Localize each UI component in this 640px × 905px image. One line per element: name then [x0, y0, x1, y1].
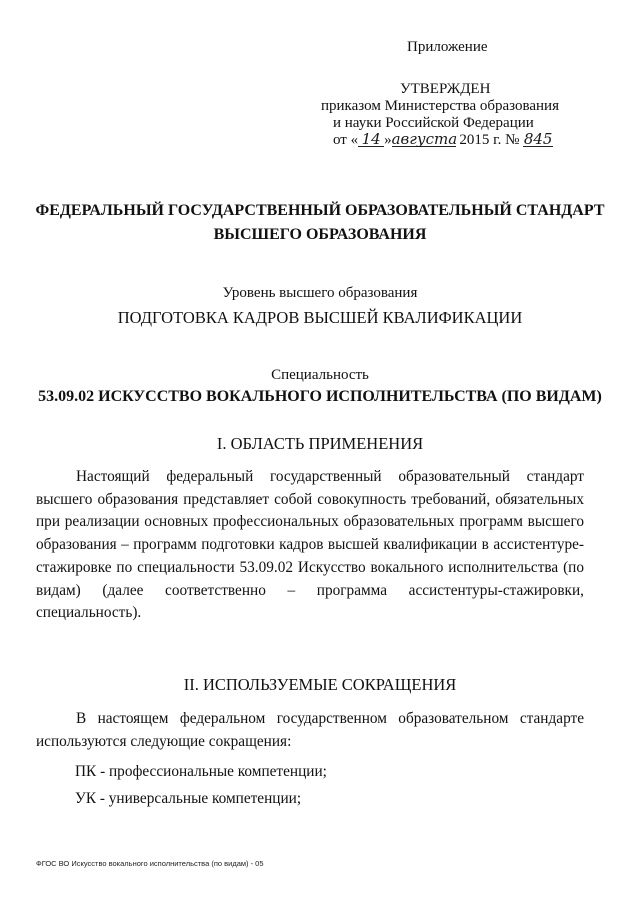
- page-footer: ФГОС ВО Искусство вокального исполнительства (по видам) - 05: [36, 859, 264, 868]
- section-1-heading: I. ОБЛАСТЬ ПРИМЕНЕНИЯ: [216, 434, 424, 453]
- document-title-line-1: ФЕДЕРАЛЬНЫЙ ГОСУДАРСТВЕННЫЙ ОБРАЗОВАТЕЛЬНЫЙ СТАНДАРТ: [35, 202, 605, 219]
- order-month-handwritten: августа: [391, 130, 458, 148]
- month-quote: »: [384, 132, 392, 148]
- order-date-line: [333, 132, 553, 149]
- appendix-label: Приложение: [407, 39, 488, 55]
- section-1-paragraph: Настоящий федеральный государственный образовательный стандарт высшего образования представляет собой совокупность требований, обязательных при реализации основных профессиональных образовательных программ высшего образования – программ подготовки кадров высшей квалификации в ассистентуре-стажировке по специальности 53.09.02 Искусство вокального исполнительства (по видам) (далее соответственно – программа ассистентуры-стажировки, специальность).: [36, 468, 584, 622]
- section-2-heading: II. ИСПОЛЬЗУЕМЫЕ СОКРАЩЕНИЯ: [183, 675, 457, 694]
- specialty-value: 53.09.02 ИСКУССТВО ВОКАЛЬНОГО ИСПОЛНИТЕЛЬСТВА (ПО ВИДАМ): [38, 388, 602, 405]
- approved-label: УТВЕРЖДЕН: [400, 81, 491, 97]
- abbreviation-item: УК - универсальные компетенции;: [75, 790, 302, 807]
- order-line-1: приказом Министерства образования: [321, 98, 559, 114]
- education-level-label: Уровень высшего образования: [222, 285, 418, 301]
- from-word: от «: [333, 132, 359, 148]
- order-line-2: и науки Российской Федерации: [333, 115, 534, 131]
- document-title-line-2: ВЫСШЕГО ОБРАЗОВАНИЯ: [213, 226, 427, 243]
- order-number-handwritten: 845: [523, 130, 553, 148]
- education-level-value: ПОДГОТОВКА КАДРОВ ВЫСШЕЙ КВАЛИФИКАЦИИ: [117, 308, 523, 327]
- order-year: 2015 г. №: [459, 132, 520, 148]
- order-day-handwritten: 14: [358, 132, 384, 147]
- abbreviation-item: ПК - профессиональные компетенции;: [75, 763, 327, 780]
- section-2-intro: В настоящем федеральном государственном образовательном стандарте используются следующие сокращения:: [36, 710, 584, 750]
- specialty-label: Специальность: [271, 367, 369, 383]
